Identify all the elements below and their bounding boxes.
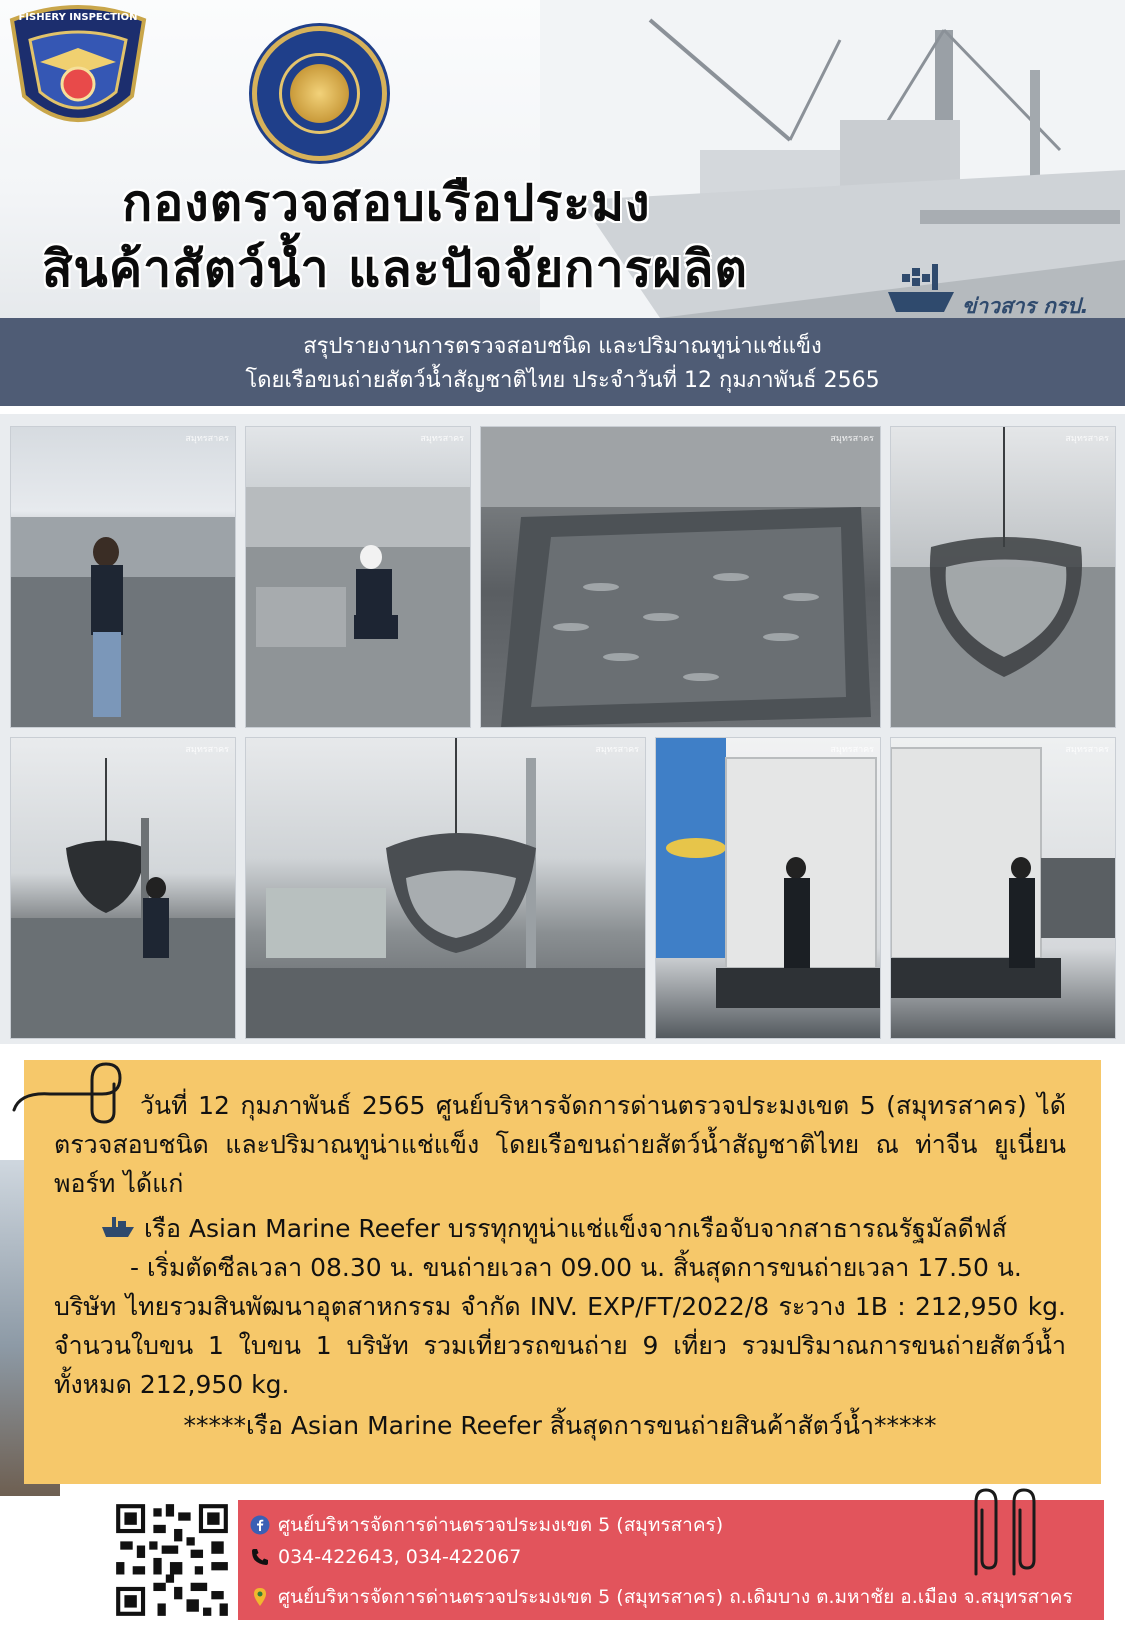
photo-watermark: สมุทรสาคร [595, 745, 639, 755]
vessel-line [54, 1209, 1066, 1248]
photo-inspector-checking-hatch [245, 426, 471, 728]
page-title-line-1: กองตรวจสอบเรือประมง [122, 174, 651, 232]
header [0, 0, 1125, 318]
facebook-contact[interactable] [250, 1510, 723, 1540]
banner-line-1: สรุปรายงานการตรวจสอบชนิด และปริมาณทูน่าแช่แข็ง [303, 334, 822, 359]
phone-icon [250, 1547, 270, 1567]
report-body [54, 1086, 1066, 1445]
phone-numbers: 034-422643, 034-422067 [278, 1546, 522, 1568]
photo-watermark: สมุทรสาคร [1065, 434, 1109, 444]
department-of-fisheries-seal [252, 26, 387, 161]
paperclips-icon [958, 1484, 1054, 1580]
page-title-line-2: สินค้าสัตว์น้ำ และปัจจัยการผลิต [42, 240, 748, 298]
address-text: ศูนย์บริหารจัดการด่านตรวจประมงเขต 5 (สมุทรสาคร) ถ.เดิมบาง ต.มหาชัย อ.เมือง จ.สมุทรสาคร [278, 1586, 1073, 1608]
photo-tuna-net-lift [890, 426, 1116, 728]
photo-inspector-on-deck [10, 426, 236, 728]
photo-watermark: สมุทรสาคร [185, 745, 229, 755]
facebook-page-name: ศูนย์บริหารจัดการด่านตรวจประมงเขต 5 (สมุทรสาคร) [278, 1514, 724, 1536]
photo-watermark: สมุทรสาคร [1065, 745, 1109, 755]
photo-watermark: สมุทรสาคร [830, 434, 874, 444]
banner-line-2: โดยเรือขนถ่ายสัตว์น้ำสัญชาติไทย ประจำวันที่ 12 กุมภาพันธ์ 2565 [245, 368, 880, 393]
company-details: บริษัท ไทยรวมสินพัฒนาอุตสาหกรรม จำกัด INV. EXP/FT/2022/8 ระวาง 1B : 212,950 kg. จำนวนใบขน 1 ใบขน 1 บริษัท รวมเที่ยวรถขนถ่าย 9 เที่ยว รวมปริมาณการขนถ่ายสัตว์น้ำทั้งหมด 212,950 kg. [54, 1292, 1066, 1399]
photo-truck-seal-check-1 [655, 737, 881, 1039]
phone-contact[interactable] [250, 1546, 521, 1568]
photo-truck-seal-check-2 [890, 737, 1116, 1039]
qr-code[interactable] [112, 1500, 232, 1620]
photo-watermark: สมุทรสาคร [830, 745, 874, 755]
news-tag: ข่าวสาร กรป. [962, 294, 1089, 318]
facebook-icon [250, 1515, 270, 1535]
photo-watermark: สมุทรสาคร [420, 434, 464, 444]
photo-watermark: สมุทรสาคร [185, 434, 229, 444]
boat-icon [102, 1213, 134, 1239]
summary-banner [0, 318, 1125, 406]
badge-top-text: FISHERY INSPECTION [18, 12, 138, 23]
address-contact[interactable] [250, 1582, 1073, 1612]
fishery-inspection-badge [0, 0, 156, 144]
photo-net-over-vessel [10, 737, 236, 1039]
photo-frozen-tuna-hold [480, 426, 881, 728]
vessel-text: เรือ Asian Marine Reefer บรรทุกทูน่าแช่แข็งจากเรือจับจากสาธารณรัฐมัลดีฟส์ [144, 1214, 1007, 1243]
ship-icon [886, 258, 956, 314]
closing-note: *****เรือ Asian Marine Reefer สิ้นสุดการขนถ่ายสินค้าสัตว์น้ำ***** [183, 1411, 937, 1440]
report-intro: วันที่ 12 กุมภาพันธ์ 2565 ศูนย์บริหารจัดการด่านตรวจประมงเขต 5 (สมุทรสาคร) ได้ตรวจสอบชนิด และปริมาณทูน่าแช่แข็ง โดยเรือขนถ่ายสัตว์น้ำสัญชาติไทย ณ ท่าจีน ยูเนี่ยน พอร์ท ได้แก่ [54, 1091, 1066, 1198]
unloading-times: - เริ่มตัดซีลเวลา 08.30 น. ขนถ่ายเวลา 09.00 น. สิ้นสุดการขนถ่ายเวลา 17.50 น. [130, 1253, 1022, 1282]
photo-net-unloading-port [245, 737, 646, 1039]
location-pin-icon [250, 1587, 270, 1607]
